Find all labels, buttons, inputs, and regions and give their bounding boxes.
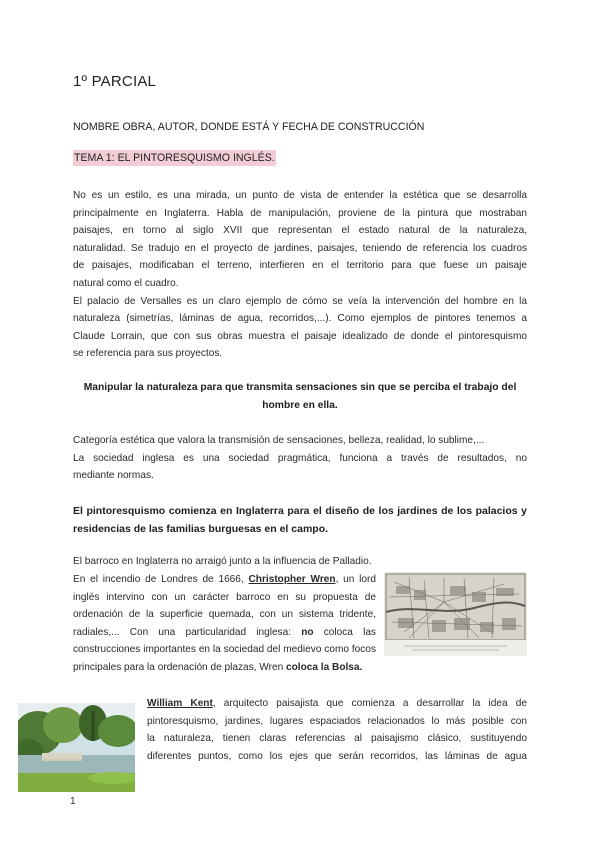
- text-line: Categoría estética que valora la transmisión de sensaciones, belleza, realidad, lo sublime,...: [73, 435, 485, 446]
- text-line: principales para la ordenación de plazas, Wren coloca la Bolsa.: [73, 661, 363, 673]
- bold-statement: [73, 502, 527, 538]
- text-line: pintoresquismo, jardines, lugares espaciados relacionados lo más posible con: [147, 715, 527, 727]
- text-line: principalmente en Inglaterra. Habla de manipulación, proviene de la pintura que mostraban: [73, 207, 527, 219]
- text-line: natural como el cuadro.: [73, 277, 179, 289]
- paragraph-wren: [73, 553, 527, 571]
- text-line: No es un estilo, es una mirada, un punto de vista de entender la estética que se desarrolla: [73, 190, 527, 201]
- text-line: residencias de las familias burguesas en el campo.: [73, 523, 329, 535]
- text-line: radiales,... Con una particularidad inglesa: no coloca las: [73, 626, 376, 638]
- text-line: William Kent, arquitecto paisajista que comienza a desarrollar la idea de: [147, 698, 527, 709]
- kent-name: William Kent: [147, 698, 213, 709]
- paragraph-kent: [147, 695, 527, 765]
- text-line: El palacio de Versalles es un claro ejemplo de cómo se veía la intervención del hombre en la: [73, 295, 527, 307]
- text-line: Claude Lorrain, que con sus obras muestra el paisaje idealizado de donde el pintoresquismo: [73, 330, 527, 342]
- text-line: naturalidad. Se tradujo en el proyecto de jardines, paisajes, teniendo de referencia los cuadros: [73, 242, 527, 254]
- text-line: inglés intervino con un carácter barroco en su propuesta de: [73, 591, 376, 603]
- paragraph-wren-body: [73, 571, 376, 677]
- text-line: naturaleza (simetrías, láminas de agua, recorridos,...). Como ejemplos de pintores tenemos a: [73, 313, 527, 325]
- key-quote: [73, 379, 527, 415]
- text-line: En el incendio de Londres de 1666, Christopher Wren, un lord: [73, 574, 376, 585]
- text-line: El pintoresquismo comienza en Inglaterra para el diseño de los jardines de los palacios y: [73, 505, 527, 517]
- wren-name: Christopher Wren: [248, 574, 336, 585]
- text-line: El barroco en Inglaterra no arraigó junto a la influencia de Palladio.: [73, 556, 372, 567]
- text-line: paisajes, en torno al siglo XVII que representan el estado natural de la naturaleza,: [73, 225, 527, 237]
- text-line: diferentes puntos, como los ejes que serán recorridos, las láminas de agua: [147, 750, 527, 762]
- garden-landscape-photo: [18, 703, 135, 792]
- paragraph-intro: [73, 187, 527, 363]
- page-number: 1: [70, 796, 76, 807]
- section-heading-highlight: TEMA 1: EL PINTORESQUISMO INGLÉS.: [74, 152, 275, 164]
- text-line: la naturaleza, tienen claras referencias al paisajismo clásico, sustituyendo: [147, 733, 527, 745]
- london-plan-engraving: [384, 572, 527, 656]
- text-line: ordenación de la superficie quemada, con un sistema tridente,: [73, 609, 376, 621]
- text-line: construcciones importantes en la sociedad del medievo como focos: [73, 644, 376, 656]
- paragraph-category: [73, 432, 527, 485]
- text-line: se referencia para sus proyectos.: [73, 348, 223, 360]
- page-title: 1º PARCIAL: [73, 73, 157, 90]
- text-line: hombre en ella.: [262, 400, 338, 411]
- text-line: La sociedad inglesa es una sociedad pragmática, funciona a través de resultados, no: [73, 452, 527, 464]
- text-line: Manipular la naturaleza para que transmita sensaciones sin que se perciba el trabajo del: [83, 382, 517, 393]
- text-line: mediante normas.: [73, 470, 154, 482]
- text-line: de paisajes, modificaban el terreno, interfieren en el territorio para que fuese un paisaje: [73, 260, 527, 272]
- subtitle: NOMBRE OBRA, AUTOR, DONDE ESTÁ Y FECHA DE CONSTRUCCIÓN: [73, 121, 425, 133]
- section-heading: [73, 152, 276, 164]
